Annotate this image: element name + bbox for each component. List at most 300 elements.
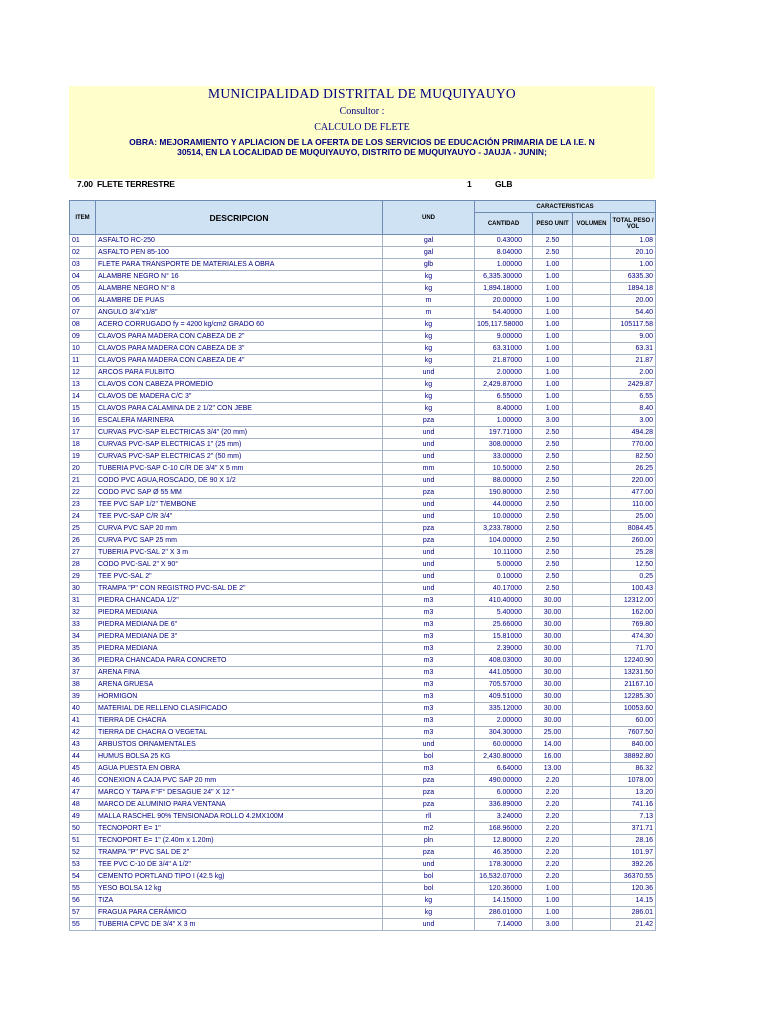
document-header [69,86,655,179]
unit-weight-cell: 1.00 [533,319,573,331]
unit-weight-cell: 1.00 [533,907,573,919]
unit-cell: m3 [383,655,475,667]
description-cell: CURVA PVC SAP 20 mm [96,523,383,535]
volume-cell [573,271,611,283]
total-cell: 100.43 [611,583,656,595]
description-cell: ARCOS PARA FULBITO [96,367,383,379]
volume-cell [573,379,611,391]
table-row [70,607,656,619]
table-row [70,775,656,787]
unit-cell: mm [383,463,475,475]
total-cell: 21.42 [611,919,656,931]
quantity-cell: 304.30000 [475,727,533,739]
unit-cell: bol [383,751,475,763]
item-cell: 13 [70,379,96,391]
volume-cell [573,439,611,451]
table-row [70,835,656,847]
unit-weight-cell: 30.00 [533,595,573,607]
quantity-cell: 8.40000 [475,403,533,415]
item-cell: 55 [70,919,96,931]
quantity-cell: 1.00000 [475,415,533,427]
table-row [70,535,656,547]
unit-cell: kg [383,343,475,355]
unit-weight-cell: 30.00 [533,619,573,631]
total-cell: 494.28 [611,427,656,439]
description-cell: ALAMBRE DE PUAS [96,295,383,307]
quantity-cell: 21.87000 [475,355,533,367]
table-row [70,739,656,751]
table-row [70,727,656,739]
total-cell: 101.97 [611,847,656,859]
unit-cell: kg [383,331,475,343]
quantity-cell: 441.05000 [475,667,533,679]
item-cell: 19 [70,451,96,463]
volume-cell [573,703,611,715]
volume-cell [573,391,611,403]
unit-cell: kg [383,895,475,907]
description-cell: ARBUSTOS ORNAMENTALES [96,739,383,751]
unit-cell: pza [383,523,475,535]
table-row [70,751,656,763]
item-cell: 01 [70,235,96,247]
total-cell: 12312.00 [611,595,656,607]
table-row [70,547,656,559]
unit-weight-cell: 2.50 [533,523,573,535]
unit-cell: m3 [383,643,475,655]
quantity-cell: 46.35000 [475,847,533,859]
volume-cell [573,847,611,859]
item-cell: 11 [70,355,96,367]
item-cell: 33 [70,619,96,631]
item-cell: 43 [70,739,96,751]
quantity-cell: 60.00000 [475,739,533,751]
volume-cell [573,775,611,787]
item-cell: 39 [70,691,96,703]
col-volumen: VOLUMEN [573,213,611,235]
consultor-label: Consultor : [339,106,385,117]
unit-cell: rll [383,811,475,823]
description-cell: ACERO CORRUGADO fy = 4200 kg/cm2 GRADO 60 [96,319,383,331]
table-row [70,319,656,331]
description-cell: CURVAS PVC-SAP ELECTRICAS 2" (50 mm) [96,451,383,463]
total-cell: 1.00 [611,259,656,271]
quantity-cell: 335.12000 [475,703,533,715]
volume-cell [573,499,611,511]
unit-weight-cell: 2.20 [533,775,573,787]
unit-weight-cell: 3.00 [533,919,573,931]
unit-weight-cell: 2.50 [533,427,573,439]
volume-cell [573,907,611,919]
table-row [70,859,656,871]
quantity-cell: 25.66000 [475,619,533,631]
total-cell: 474.30 [611,631,656,643]
unit-weight-cell: 1.00 [533,295,573,307]
municipality-title: MUNICIPALIDAD DISTRITAL DE MUQUIYAUYO [208,86,516,101]
unit-cell: und [383,739,475,751]
col-descripcion: DESCRIPCION [96,201,383,235]
quantity-cell: 308.00000 [475,439,533,451]
volume-cell [573,667,611,679]
unit-cell: kg [383,403,475,415]
item-cell: 37 [70,667,96,679]
unit-weight-cell: 2.50 [533,475,573,487]
volume-cell [573,607,611,619]
item-cell: 22 [70,487,96,499]
volume-cell [573,811,611,823]
total-cell: 260.00 [611,535,656,547]
description-cell: AGUA PUESTA EN OBRA [96,763,383,775]
item-cell: 18 [70,439,96,451]
item-cell: 49 [70,811,96,823]
description-cell: TUBERIA PVC-SAL 2" X 3 m [96,547,383,559]
table-row [70,691,656,703]
item-cell: 08 [70,319,96,331]
table-row [70,763,656,775]
unit-weight-cell: 3.00 [533,415,573,427]
quantity-cell: 16,532.07000 [475,871,533,883]
description-cell: FRAGUA PARA CERÁMICO [96,907,383,919]
unit-cell: und [383,475,475,487]
total-cell: 769.80 [611,619,656,631]
item-cell: 30 [70,583,96,595]
description-cell: CODO PVC-SAL 2" X 90° [96,559,383,571]
item-cell: 52 [70,847,96,859]
unit-weight-cell: 1.00 [533,403,573,415]
table-row [70,391,656,403]
table-row [70,667,656,679]
description-cell: MARCO DE ALUMINIO PARA VENTANA [96,799,383,811]
document-subtitle: CALCULO DE FLETE [314,122,410,133]
item-cell: 06 [70,295,96,307]
description-cell: CLAVOS PARA MADERA CON CABEZA DE 3" [96,343,383,355]
unit-weight-cell: 1.00 [533,883,573,895]
volume-cell [573,871,611,883]
table-row [70,643,656,655]
table-row [70,487,656,499]
table-row [70,823,656,835]
table-row [70,379,656,391]
quantity-cell: 63.31000 [475,343,533,355]
volume-cell [573,691,611,703]
col-caracteristicas: CARACTERISTICAS [475,201,656,213]
description-cell: TECNOPORT E= 1" [96,823,383,835]
quantity-cell: 490.00000 [475,775,533,787]
unit-weight-cell: 1.00 [533,331,573,343]
unit-cell: m3 [383,619,475,631]
unit-cell: m2 [383,823,475,835]
item-cell: 17 [70,427,96,439]
unit-weight-cell: 14.00 [533,739,573,751]
unit-cell: m3 [383,763,475,775]
quantity-cell: 104.00000 [475,535,533,547]
total-cell: 477.00 [611,487,656,499]
unit-weight-cell: 30.00 [533,655,573,667]
total-cell: 71.70 [611,643,656,655]
table-row [70,631,656,643]
unit-weight-cell: 2.50 [533,571,573,583]
unit-weight-cell: 2.20 [533,787,573,799]
unit-cell: gal [383,247,475,259]
unit-weight-cell: 30.00 [533,703,573,715]
item-cell: 55 [70,883,96,895]
flete-unit: GLB [495,179,513,189]
description-cell: TIZA [96,895,383,907]
table-row [70,811,656,823]
unit-cell: m3 [383,679,475,691]
unit-weight-cell: 2.20 [533,859,573,871]
item-cell: 28 [70,559,96,571]
quantity-cell: 14.15000 [475,895,533,907]
unit-cell: kg [383,355,475,367]
description-cell: CLAVOS PARA MADERA CON CABEZA DE 4" [96,355,383,367]
volume-cell [573,523,611,535]
volume-cell [573,655,611,667]
volume-cell [573,451,611,463]
table-row [70,583,656,595]
item-cell: 57 [70,907,96,919]
unit-weight-cell: 1.00 [533,367,573,379]
item-cell: 21 [70,475,96,487]
quantity-cell: 0.10000 [475,571,533,583]
total-cell: 13231.50 [611,667,656,679]
quantity-cell: 410.40000 [475,595,533,607]
table-row [70,523,656,535]
col-peso-unit: PESO UNIT [533,213,573,235]
unit-weight-cell: 13.00 [533,763,573,775]
unit-cell: und [383,547,475,559]
unit-weight-cell: 2.50 [533,511,573,523]
item-cell: 02 [70,247,96,259]
total-cell: 392.26 [611,859,656,871]
flete-qty: 1 [467,179,472,189]
unit-weight-cell: 30.00 [533,715,573,727]
col-item: ITEM [70,201,96,235]
table-row [70,679,656,691]
unit-cell: pza [383,847,475,859]
quantity-cell: 2.00000 [475,715,533,727]
item-cell: 14 [70,391,96,403]
total-cell: 38892.80 [611,751,656,763]
table-row [70,307,656,319]
description-cell: YESO BOLSA 12 kg [96,883,383,895]
description-cell: TIERRA DE CHACRA O VEGETAL [96,727,383,739]
table-row [70,331,656,343]
description-cell: MATERIAL DE RELLENO CLASIFICADO [96,703,383,715]
unit-cell: m3 [383,631,475,643]
total-cell: 1894.18 [611,283,656,295]
unit-cell: und [383,919,475,931]
total-cell: 7.13 [611,811,656,823]
volume-cell [573,343,611,355]
description-cell: CLAVOS DE MADERA C/C 3" [96,391,383,403]
item-cell: 42 [70,727,96,739]
volume-cell [573,727,611,739]
unit-cell: pza [383,799,475,811]
unit-weight-cell: 2.50 [533,439,573,451]
total-cell: 120.36 [611,883,656,895]
total-cell: 14.15 [611,895,656,907]
total-cell: 9.00 [611,331,656,343]
volume-cell [573,799,611,811]
unit-cell: und [383,559,475,571]
quantity-cell: 409.51000 [475,691,533,703]
unit-cell: kg [383,379,475,391]
unit-weight-cell: 30.00 [533,691,573,703]
item-cell: 31 [70,595,96,607]
total-cell: 8.40 [611,403,656,415]
unit-cell: m3 [383,595,475,607]
unit-cell: gal [383,235,475,247]
unit-weight-cell: 1.00 [533,307,573,319]
volume-cell [573,583,611,595]
unit-weight-cell: 1.00 [533,283,573,295]
quantity-cell: 5.00000 [475,559,533,571]
col-cantidad: CANTIDAD [475,213,533,235]
description-cell: CODO PVC AGUA,ROSCADO, DE 90 X 1/2 [96,475,383,487]
total-cell: 12.50 [611,559,656,571]
unit-weight-cell: 2.50 [533,535,573,547]
description-cell: PIEDRA MEDIANA [96,607,383,619]
description-cell: CURVA PVC SAP 25 mm [96,535,383,547]
description-cell: CURVAS PVC-SAP ELECTRICAS 3/4" (20 mm) [96,427,383,439]
unit-weight-cell: 30.00 [533,667,573,679]
volume-cell [573,463,611,475]
description-cell: ALAMBRE NEGRO N° 16 [96,271,383,283]
unit-cell: pza [383,487,475,499]
unit-weight-cell: 2.50 [533,451,573,463]
description-cell: PIEDRA CHANCADA 1/2" [96,595,383,607]
volume-cell [573,259,611,271]
total-cell: 371.71 [611,823,656,835]
unit-cell: m3 [383,715,475,727]
table-row [70,559,656,571]
volume-cell [573,511,611,523]
unit-cell: und [383,499,475,511]
description-cell: HORMIGON [96,691,383,703]
item-cell: 15 [70,403,96,415]
table-row [70,415,656,427]
description-cell: ESCALERA MARINERA [96,415,383,427]
quantity-cell: 408.03000 [475,655,533,667]
item-cell: 32 [70,607,96,619]
total-cell: 12240.90 [611,655,656,667]
unit-cell: pln [383,835,475,847]
quantity-cell: 33.00000 [475,451,533,463]
quantity-cell: 168.96000 [475,823,533,835]
item-cell: 05 [70,283,96,295]
table-row [70,907,656,919]
unit-weight-cell: 30.00 [533,607,573,619]
unit-cell: m3 [383,667,475,679]
table-row [70,511,656,523]
volume-cell [573,247,611,259]
table-body [70,235,656,931]
unit-cell: kg [383,907,475,919]
volume-cell [573,643,611,655]
table-row [70,271,656,283]
quantity-cell: 2.39000 [475,643,533,655]
unit-cell: m3 [383,703,475,715]
volume-cell [573,475,611,487]
unit-cell: und [383,367,475,379]
total-cell: 105117.58 [611,319,656,331]
unit-cell: pza [383,535,475,547]
item-cell: 46 [70,775,96,787]
item-cell: 23 [70,499,96,511]
volume-cell [573,367,611,379]
unit-cell: und [383,439,475,451]
description-cell: PIEDRA CHANCADA PARA CONCRETO [96,655,383,667]
volume-cell [573,679,611,691]
total-cell: 220.00 [611,475,656,487]
quantity-cell: 10.50000 [475,463,533,475]
description-cell: TRAMPA "P" CON REGISTRO PVC-SAL DE 2" [96,583,383,595]
item-cell: 44 [70,751,96,763]
item-cell: 26 [70,535,96,547]
flete-label: FLETE TERRESTRE [97,179,175,189]
total-cell: 840.00 [611,739,656,751]
total-cell: 6335.30 [611,271,656,283]
description-cell: ARENA FINA [96,667,383,679]
description-cell: PIEDRA MEDIANA DE 3" [96,631,383,643]
quantity-cell: 6,335.30000 [475,271,533,283]
total-cell: 3.00 [611,415,656,427]
unit-weight-cell: 1.00 [533,895,573,907]
quantity-cell: 178.30000 [475,859,533,871]
unit-weight-cell: 2.50 [533,559,573,571]
quantity-cell: 5.40000 [475,607,533,619]
description-cell: CODO PVC SAP Ø 55 MM [96,487,383,499]
quantity-cell: 10.11000 [475,547,533,559]
volume-cell [573,895,611,907]
item-cell: 12 [70,367,96,379]
description-cell: TIERRA DE CHACRA [96,715,383,727]
description-cell: TUBERIA CPVC DE 3/4" X 3 m [96,919,383,931]
col-und: UND [383,201,475,235]
total-cell: 13.20 [611,787,656,799]
volume-cell [573,307,611,319]
unit-cell: bol [383,871,475,883]
unit-cell: kg [383,319,475,331]
quantity-cell: 705.57000 [475,679,533,691]
volume-cell [573,487,611,499]
unit-weight-cell: 2.20 [533,835,573,847]
total-cell: 21.87 [611,355,656,367]
volume-cell [573,547,611,559]
item-cell: 35 [70,643,96,655]
table-header [70,201,656,235]
quantity-cell: 20.00000 [475,295,533,307]
description-cell: TEE PVC-SAL 2" [96,571,383,583]
volume-cell [573,535,611,547]
table-row [70,463,656,475]
unit-weight-cell: 30.00 [533,679,573,691]
unit-weight-cell: 16.00 [533,751,573,763]
total-cell: 162.00 [611,607,656,619]
quantity-cell: 9.00000 [475,331,533,343]
unit-cell: kg [383,283,475,295]
unit-weight-cell: 1.00 [533,391,573,403]
volume-cell [573,295,611,307]
quantity-cell: 120.36000 [475,883,533,895]
unit-cell: glb [383,259,475,271]
unit-cell: pza [383,787,475,799]
volume-cell [573,919,611,931]
volume-cell [573,595,611,607]
quantity-cell: 10.00000 [475,511,533,523]
item-cell: 25 [70,523,96,535]
unit-weight-cell: 1.00 [533,343,573,355]
